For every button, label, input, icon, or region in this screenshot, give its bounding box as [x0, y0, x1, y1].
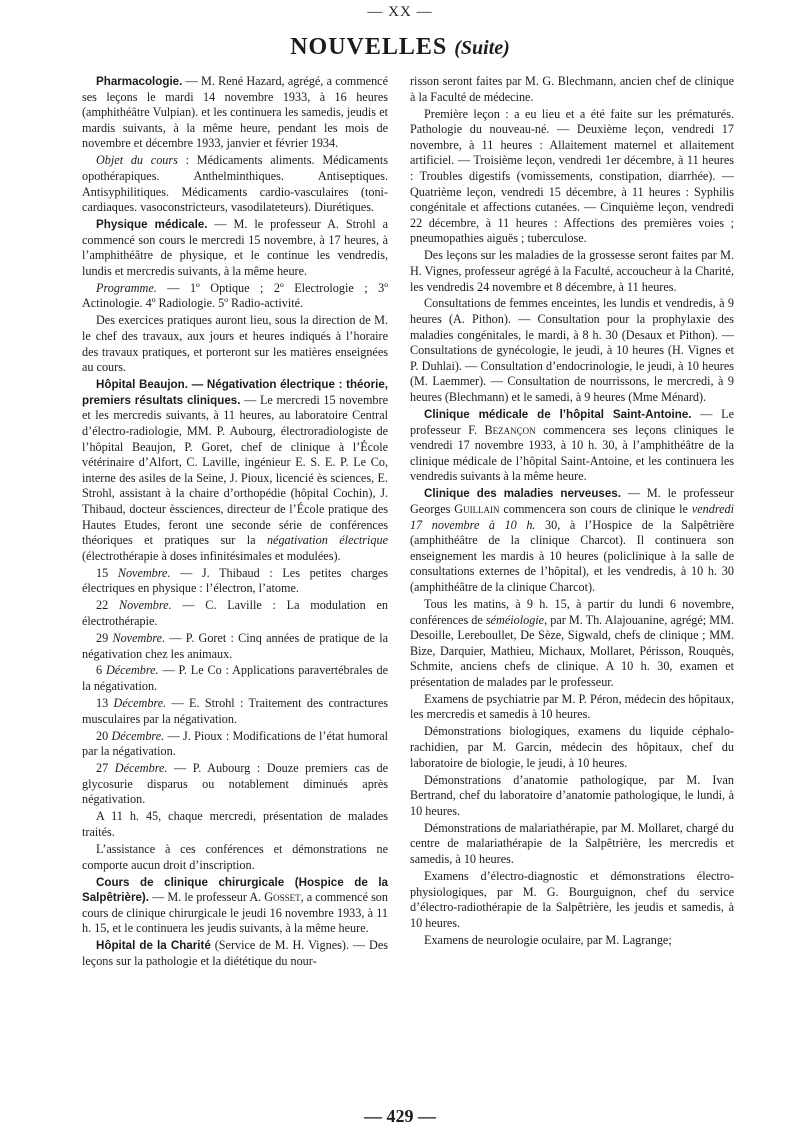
page-number: — 429 — — [364, 1106, 436, 1126]
paragraph-text: — P. Le Co : Applications paravertébrales de la négativation. — [82, 663, 388, 694]
section-heading: Clinique des maladies nerveuses. — [424, 487, 621, 501]
page-title — [0, 34, 800, 61]
paragraph-text: 29 — [96, 630, 113, 645]
article-paragraph — [82, 281, 388, 312]
small-caps-name: Guillain — [454, 501, 500, 516]
paragraph-text: commencera ses leçons cliniques le vendredi 17 novembre 1933, à 10 h. 30, à l’amphithéâtre de la clinique médicale de l’hôpital Saint-Antoine, et les continuera les vendredis suivants à la même heure. — [410, 422, 734, 484]
paragraph-text: — Le professeur F. — [410, 407, 734, 437]
paragraph-text: — M. le professeur A. Strohl a commencé son cours le mercredi 15 novembre, à 17 heures, à l’amphithéâtre de physique, et le continue les vendredis, lundis et mercredis suivants, à la même heure. — [82, 217, 388, 278]
article-paragraph — [82, 729, 388, 760]
paragraph-text: Démonstrations de malariathérapie, par M. Mollaret, chargé du centre de malariathérapie de la Salpêtrière, les mercredis et samedis, à 10 heures. — [410, 820, 734, 866]
article-paragraph — [410, 692, 734, 723]
section-heading: Hôpital de la Charité — [96, 939, 211, 953]
article-paragraph — [410, 407, 734, 485]
paragraph-text: — C. Laville : La modulation en électrothérapie. — [82, 598, 388, 628]
paragraph-text: — M. le professeur Georges — [410, 486, 734, 516]
paragraph-text: — M. René Hazard, agrégé, a commencé ses leçons le mardi 14 novembre 1933, à 16 heures (amphithéâtre Vulpian). et les continuera les samedis, jeudis et mardis suivants, à la même heure, pendant les mois de novembre et décembre 1933, janvier et février 1934. — [82, 74, 388, 151]
article-paragraph — [82, 631, 388, 662]
paragraph-text: Consultations de femmes enceintes, les lundis et vendredis, à 9 heures (A. Pithon). — Consultation pour la prophylaxie des maladies congénitales, le mardi, à 8 h. 30 (Desaux et Pithon). — Consultations de gynécologie, le jeudi, à 10 heures (H. Vignes et P. Duhlai). — Consultation d’endocrinologie, le jeudi, à 10 heures (M. Laemmer). — Consultation de nourrissons, le mercredi, à 9 heures (Blechmann) et le samedi, à 9 heures (Mme Ménard). — [410, 296, 734, 405]
paragraph-text: — J. Pioux : Modifications de l’état humoral par la négativation. — [82, 728, 388, 759]
paragraph-text: A 11 h. 45, chaque mercredi, présentation de malades traités. — [82, 809, 388, 839]
article-paragraph — [82, 313, 388, 375]
italic-text: Décembre. — [111, 728, 165, 743]
italic-text: vendredi 17 novembre à 10 h. — [410, 501, 734, 532]
paragraph-text: risson seront faites par M. G. Blechmann, ancien chef de clinique à la Faculté de médecine. — [410, 74, 734, 104]
paragraph-text: 20 — [96, 728, 112, 743]
article-paragraph — [410, 724, 734, 771]
article-paragraph — [82, 696, 388, 727]
section-heading: Hôpital Beaujon. — Négativation électrique : théorie, premiers résultats cliniques. — [82, 378, 388, 407]
article-paragraph — [410, 248, 734, 295]
article-paragraph — [82, 377, 388, 564]
italic-text: Novembre. — [117, 565, 171, 580]
left-column — [82, 74, 388, 971]
article-paragraph — [82, 153, 388, 215]
section-heading: Clinique médicale de l’hôpital Saint-Antoine. — [424, 408, 692, 422]
article-paragraph — [410, 821, 734, 868]
article-paragraph — [82, 761, 388, 808]
article-paragraph — [410, 597, 734, 691]
paragraph-text: Examens d’électro-diagnostic et démonstrations électro-physiologiques, par M. G. Bourguignon, chef du service d’électro-radiothérapie de la Salpêtrière, les jeudis et samedis, à 10 heures. — [410, 868, 734, 930]
section-heading: Pharmacologie. — [96, 75, 183, 88]
paragraph-text: 13 — [96, 696, 114, 711]
paragraph-text: — E. Strohl : Traitement des contractures musculaires par la négativation. — [82, 696, 388, 726]
italic-text: Objet du cours — [96, 153, 178, 168]
paragraph-text: — P. Aubourg : Douze premiers cas de glycosurie disparus ou notablement diminués après négativation. — [82, 761, 388, 807]
paragraph-text: Démonstrations d’anatomie pathologique, par M. Ivan Bertrand, chef du laboratoire d’anatomie pathologique, le lundi, à 10 heures. — [410, 772, 734, 818]
small-caps-name: Gosset — [264, 890, 301, 905]
article-paragraph — [410, 869, 734, 931]
paragraph-text: — 1º Optique ; 2º Electrologie ; 3º Actinologie. 4º Radiologie. 5º Radio-activité. — [82, 280, 388, 311]
paragraph-text: Examens de neurologie oculaire, par M. Lagrange; — [424, 932, 672, 947]
italic-text: négativation électrique — [266, 533, 388, 548]
paragraph-text: Démonstrations biologiques, examens du liquide céphalo-rachidien, par M. Garcin, médecin des hôpitaux, chef du laboratoire de biologie, le jeudi, à 10 heures. — [410, 724, 734, 770]
paragraph-text: 22 — [96, 598, 119, 613]
paragraph-text: 15 — [96, 565, 118, 580]
article-paragraph — [410, 773, 734, 820]
paragraph-text: , a commencé son cours de clinique chirurgicale le jeudi 16 novembre 1933, à 11 h. 15, et le continuera les jeudis suivants, à la même heure. — [82, 890, 388, 936]
paragraph-text: : Médicaments aliments. Médicaments opothérapiques. Anthelminthiques. Antiseptiques. Antisyphilitiques. Médicaments cardio-vasculaires (toni-cardiaques. vasoconstricteurs, vasodilateteurs). Diurétiques. — [82, 153, 388, 215]
folio: — XX — — [367, 4, 433, 20]
article-paragraph — [82, 74, 388, 152]
paragraph-text: — P. Goret : Cinq années de pratique de la négativation chez les animaux. — [82, 630, 388, 661]
article-paragraph — [82, 217, 388, 279]
article-paragraph — [410, 107, 734, 247]
right-column — [410, 74, 734, 950]
paragraph-text: 30, à l’Hospice de la Salpêtrière (amphithéâtre de la clinique Charcot). Il continuera son enseignement les mardis à 10 heures (policlinique à la salle de consultations externes de l’hôpital), et les vendredis, à 10 h. 30 (amphithéâtre de la clinique Charcot). — [410, 517, 734, 594]
paragraph-text: Tous les matins, à 9 h. 15, à partir du lundi 6 novembre, conférences de — [410, 596, 734, 627]
small-caps-name: Bezançon — [484, 422, 536, 437]
italic-text: Novembre. — [112, 630, 166, 645]
title-text: NOUVELLES — [290, 34, 448, 60]
paragraph-text: — Le mercredi 15 novembre et les mercredis suivants, à 11 heures, au laboratoire Central d’électro-radiologie, MM. P. Aubourg, électroradiologiste de l’hôpital Beaujon, P. Goret, chef de clinique à l’École vétérinaire d’Alfort, C. Laville, ingénieur E. S. E. P. Le Co, interne des asiles de la Seine, J. Pioux, licencié ès sciences, E. Strohl, assistant à la chaire d’orthopédie (hôpital Cochin), J. Thibaud, docteur èssciences, directeur de l’École pratique des Hautes Etudes, feront une seconde série de conférences théoriques et pratiques sur la — [82, 392, 388, 548]
italic-text: Décembre. — [114, 761, 168, 776]
article-paragraph — [410, 296, 734, 405]
article-paragraph — [410, 74, 734, 105]
paragraph-text: Des leçons sur les maladies de la grossesse seront faites par M. H. Vignes, professeur agrégé à la Faculté, accoucheur à la Charité, les vendredis 24 novembre et 8 décembre, à 11 heures. — [410, 248, 734, 294]
paragraph-text: 6 — [96, 663, 106, 678]
article-paragraph — [410, 486, 734, 595]
article-paragraph — [82, 938, 388, 969]
section-heading: Physique médicale. — [96, 218, 208, 232]
paragraph-text: , par M. Th. Alajouanine, agrégé; MM. Desoille, Lereboullet, De Sèze, Sigwald, chefs de clinique ; MM. Bize, Darquier, Mathieu, Michaux, Mollaret, Périsson, Rouquès, Schmite, anciens chefs de clinique. A 10 h. 30, examen et présentation de malades par le professeur. — [410, 612, 734, 689]
paragraph-text: commencera son cours de clinique le — [499, 501, 692, 516]
article-paragraph — [82, 598, 388, 629]
paragraph-text: 27 — [96, 761, 115, 776]
italic-text: Programme. — [96, 280, 157, 295]
paragraph-text: Première leçon : a eu lieu et a été faite sur les prématurés. Pathologie du nouveau-né. — Deuxième leçon, vendredi 17 novembre, à 11 heures : Allaitement maternel et allaitement artificiel. — Troisième leçon, vendredi 1er décembre, à 11 heures : Troubles digestifs (vomissements, constipation, diarrhée). — Quatrième leçon, vendredi 15 décembre, à 11 heures : Syphilis congénitale et affections cutanées. — Cinquième leçon, vendredi 22 décembre, à 11 heures : Affections des premières voies ; pneumopathies aiguës ; tuberculose. — [410, 106, 734, 246]
paragraph-text: Examens de psychiatrie par M. P. Péron, médecin des hôpitaux, les mercredis et samedis à 10 heures. — [410, 691, 734, 722]
paragraph-text: (électrothérapie à doses infinitésimales et modulées). — [82, 548, 341, 563]
article-paragraph — [82, 842, 388, 873]
italic-text: Décembre. — [105, 663, 159, 678]
article-paragraph — [410, 933, 734, 949]
title-suffix: (Suite) — [454, 37, 510, 59]
italic-text: Décembre. — [113, 696, 167, 711]
italic-text: Novembre. — [118, 598, 172, 613]
article-paragraph — [82, 566, 388, 597]
paragraph-text: — M. le professeur A. — [149, 890, 265, 905]
paragraph-text: L’assistance à ces conférences et démonstrations ne comporte aucun droit d’inscription. — [82, 841, 388, 872]
article-paragraph — [82, 809, 388, 840]
article-paragraph — [82, 663, 388, 694]
italic-text: séméiologie — [485, 612, 545, 627]
paragraph-text: Des exercices pratiques auront lieu, sous la direction de M. le chef des travaux, aux jours et heures indiqués à l’horaire des travaux pratiques, et porteront sur les matières enseignées au cours. — [82, 313, 388, 375]
article-paragraph — [82, 875, 388, 937]
paragraph-text: — J. Thibaud : Les petites charges électriques en physique : l’électron, l’atome. — [82, 565, 388, 596]
section-heading: Cours de clinique chirurgicale (Hospice de la Salpêtrière). — [82, 875, 388, 905]
paragraph-text: (Service de M. H. Vignes). — Des leçons sur la pathologie et la diététique du nour- — [82, 938, 388, 968]
